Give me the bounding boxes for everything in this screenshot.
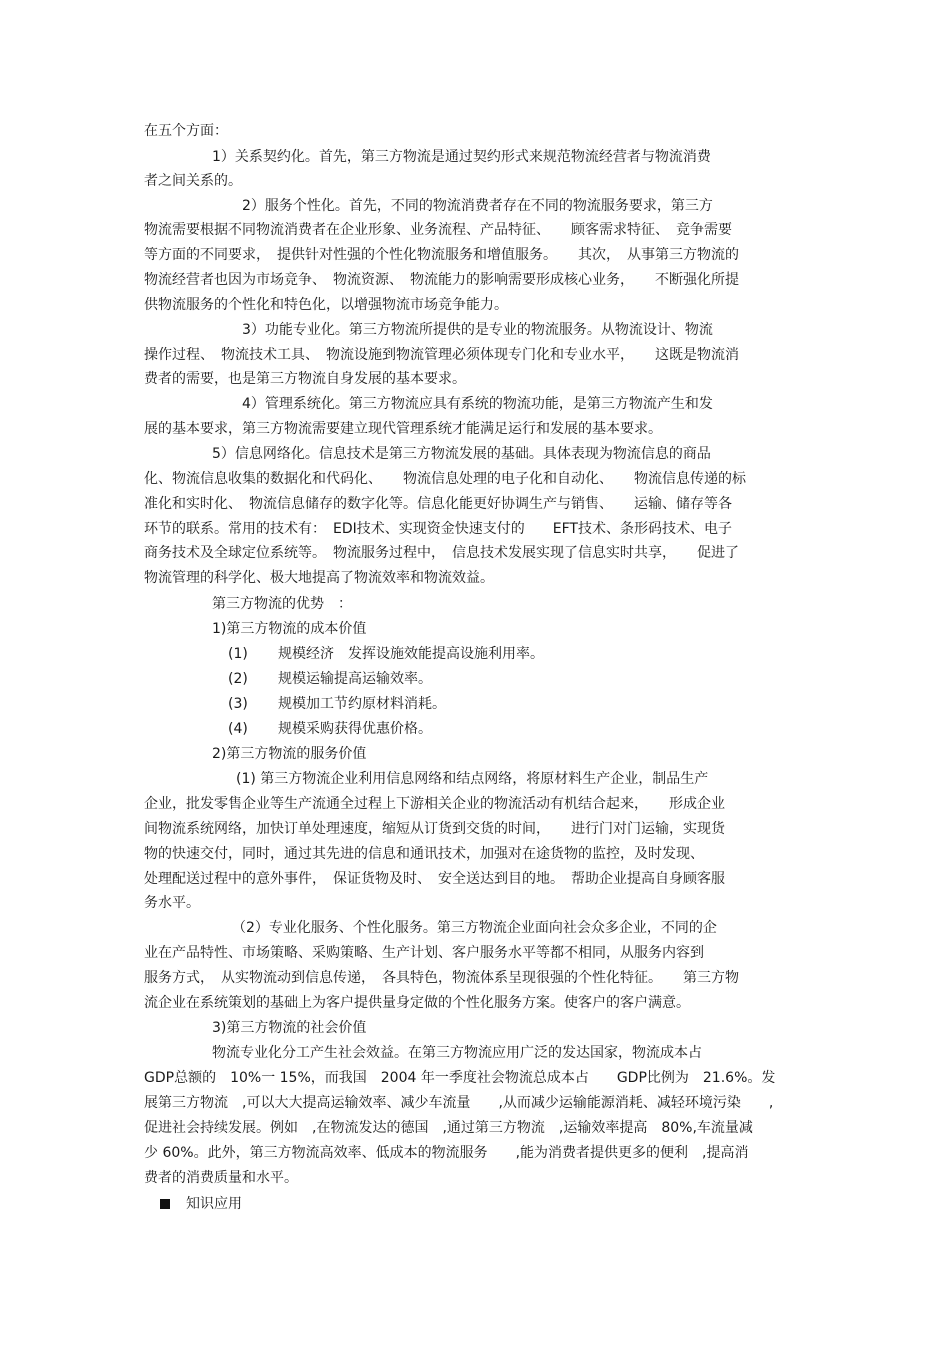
p5-line-6: 物流管理的科学化、极大地提高了物流效率和物流效益。 bbox=[144, 570, 494, 586]
social-line-3: 展第三方物流 ,可以大大提高运输效率、减少车流量 ,从而减少运输能源消耗、减轻环境污染 , bbox=[144, 1095, 774, 1111]
service-1-line-2: 企业，批发零售企业等生产流通全过程上下游相关企业的物流活动有机结合起来， 形成企业 bbox=[144, 796, 725, 812]
cost-item-1-text: 规模经济 发挥设施效能提高设施利用率。 bbox=[278, 646, 544, 662]
service-2-line-3: 服务方式， 从实物流动到信息传递， 各具特色，物流体系呈现很强的个性化特征。 第三方物 bbox=[144, 970, 739, 986]
service-1-line-5: 处理配送过程中的意外事件， 保证货物及时、 安全送达到目的地。 帮助企业提高自身顾客服 bbox=[144, 871, 725, 887]
cost-item-1-num: (1) bbox=[228, 646, 248, 662]
p2-line-5: 供物流服务的个性化和特色化，以增强物流市场竞争能力。 bbox=[144, 297, 508, 313]
service-2-line-1: （2）专业化服务、个性化服务。第三方物流企业面向社会众多企业，不同的企 bbox=[232, 920, 717, 936]
knowledge-heading: 知识应用 bbox=[186, 1196, 242, 1212]
p2-line-3: 等方面的不同要求， 提供针对性强的个性化物流服务和增值服务。 其次， 从事第三方物流的 bbox=[144, 247, 739, 263]
p5-line-3: 准化和实时化、 物流信息储存的数字化等。信息化能更好协调生产与销售、 运输、储存等各 bbox=[144, 496, 732, 512]
social-line-1: 物流专业化分工产生社会效益。在第三方物流应用广泛的发达国家，物流成本占 bbox=[212, 1045, 702, 1061]
service-2-line-2: 业在产品特性、市场策略、采购策略、生产计划、客户服务水平等都不相同，从服务内容到 bbox=[144, 945, 704, 961]
p5-line-5: 商务技术及全球定位系统等。 物流服务过程中， 信息技术发展实现了信息实时共享， 促进了 bbox=[144, 545, 739, 561]
cost-item-2-num: (2) bbox=[228, 671, 248, 687]
cost-item-4-num: (4) bbox=[228, 721, 248, 737]
cost-item-2-text: 规模运输提高运输效率。 bbox=[278, 671, 432, 687]
service-1-line-1: (1) 第三方物流企业利用信息网络和结点网络，将原材料生产企业，制品生产 bbox=[236, 771, 709, 787]
cost-heading: 1)第三方物流的成本价值 bbox=[212, 621, 367, 637]
social-line-4: 促进社会持续发展。例如 ,在物流发达的德国 ,通过第三方物流 ,运输效率提高 80%,车流量减 bbox=[144, 1120, 753, 1136]
service-heading: 2)第三方物流的服务价值 bbox=[212, 746, 367, 762]
social-line-6: 费者的消费质量和水平。 bbox=[144, 1170, 298, 1186]
cost-item-3-text: 规模加工节约原材料消耗。 bbox=[278, 696, 446, 712]
p2-line-1: 2）服务个性化。首先，不同的物流消费者存在不同的物流服务要求，第三方 bbox=[242, 198, 713, 214]
advantages-heading: 第三方物流的优势 ： bbox=[212, 596, 352, 612]
social-line-2: GDP总额的 10%一 15%，而我国 2004 年一季度社会物流总成本占 GDP比例为 21.6%。发 bbox=[144, 1070, 776, 1086]
intro-line: 在五个方面： bbox=[144, 123, 228, 139]
service-2-line-4: 流企业在系统策划的基础上为客户提供量身定做的个性化服务方案。使客户的客户满意。 bbox=[144, 995, 690, 1011]
p4-line-1: 4）管理系统化。第三方物流应具有系统的物流功能，是第三方物流产生和发 bbox=[242, 396, 713, 412]
social-heading: 3)第三方物流的社会价值 bbox=[212, 1020, 367, 1036]
social-line-5: 少 60%。此外，第三方物流高效率、低成本的物流服务 ,能为消费者提供更多的便利 ,提高消 bbox=[144, 1145, 749, 1161]
p3-line-3: 费者的需要，也是第三方物流自身发展的基本要求。 bbox=[144, 371, 466, 387]
p5-line-2: 化、物流信息收集的数据化和代码化、 物流信息处理的电子化和自动化、 物流信息传递的标 bbox=[144, 471, 746, 487]
service-1-line-4: 物的快速交付，同时，通过其先进的信息和通讯技术，加强对在途货物的监控，及时发现、 bbox=[144, 846, 704, 862]
service-1-line-6: 务水平。 bbox=[144, 895, 200, 911]
p3-line-2: 操作过程、 物流技术工具、 物流设施到物流管理必须体现专门化和专业水平， 这既是物流消 bbox=[144, 347, 739, 363]
p2-line-2: 物流需要根据不同物流消费者在企业形象、业务流程、产品特征、 顾客需求特征、 竞争需要 bbox=[144, 222, 732, 238]
p1-line-2: 者之间关系的。 bbox=[144, 173, 242, 189]
p2-line-4: 物流经营者也因为市场竞争、 物流资源、 物流能力的影响需要形成核心业务， 不断强化所提 bbox=[144, 272, 739, 288]
p3-line-1: 3）功能专业化。第三方物流所提供的是专业的物流服务。从物流设计、物流 bbox=[242, 322, 713, 338]
square-bullet-icon bbox=[160, 1199, 170, 1209]
p4-line-2: 展的基本要求，第三方物流需要建立现代管理系统才能满足运行和发展的基本要求。 bbox=[144, 421, 662, 437]
p5-line-1: 5）信息网络化。信息技术是第三方物流发展的基础。具体表现为物流信息的商品 bbox=[212, 446, 711, 462]
p1-line-1: 1）关系契约化。首先，第三方物流是通过契约形式来规范物流经营者与物流消费 bbox=[212, 149, 711, 165]
cost-item-3-num: (3) bbox=[228, 696, 248, 712]
service-1-line-3: 间物流系统网络，加快订单处理速度，缩短从订货到交货的时间， 进行门对门运输，实现货 bbox=[144, 821, 725, 837]
cost-item-4-text: 规模采购获得优惠价格。 bbox=[278, 721, 432, 737]
p5-line-4: 环节的联系。常用的技术有： EDI技术、实现资金快速支付的 EFT技术、条形码技术、电子 bbox=[144, 521, 732, 537]
